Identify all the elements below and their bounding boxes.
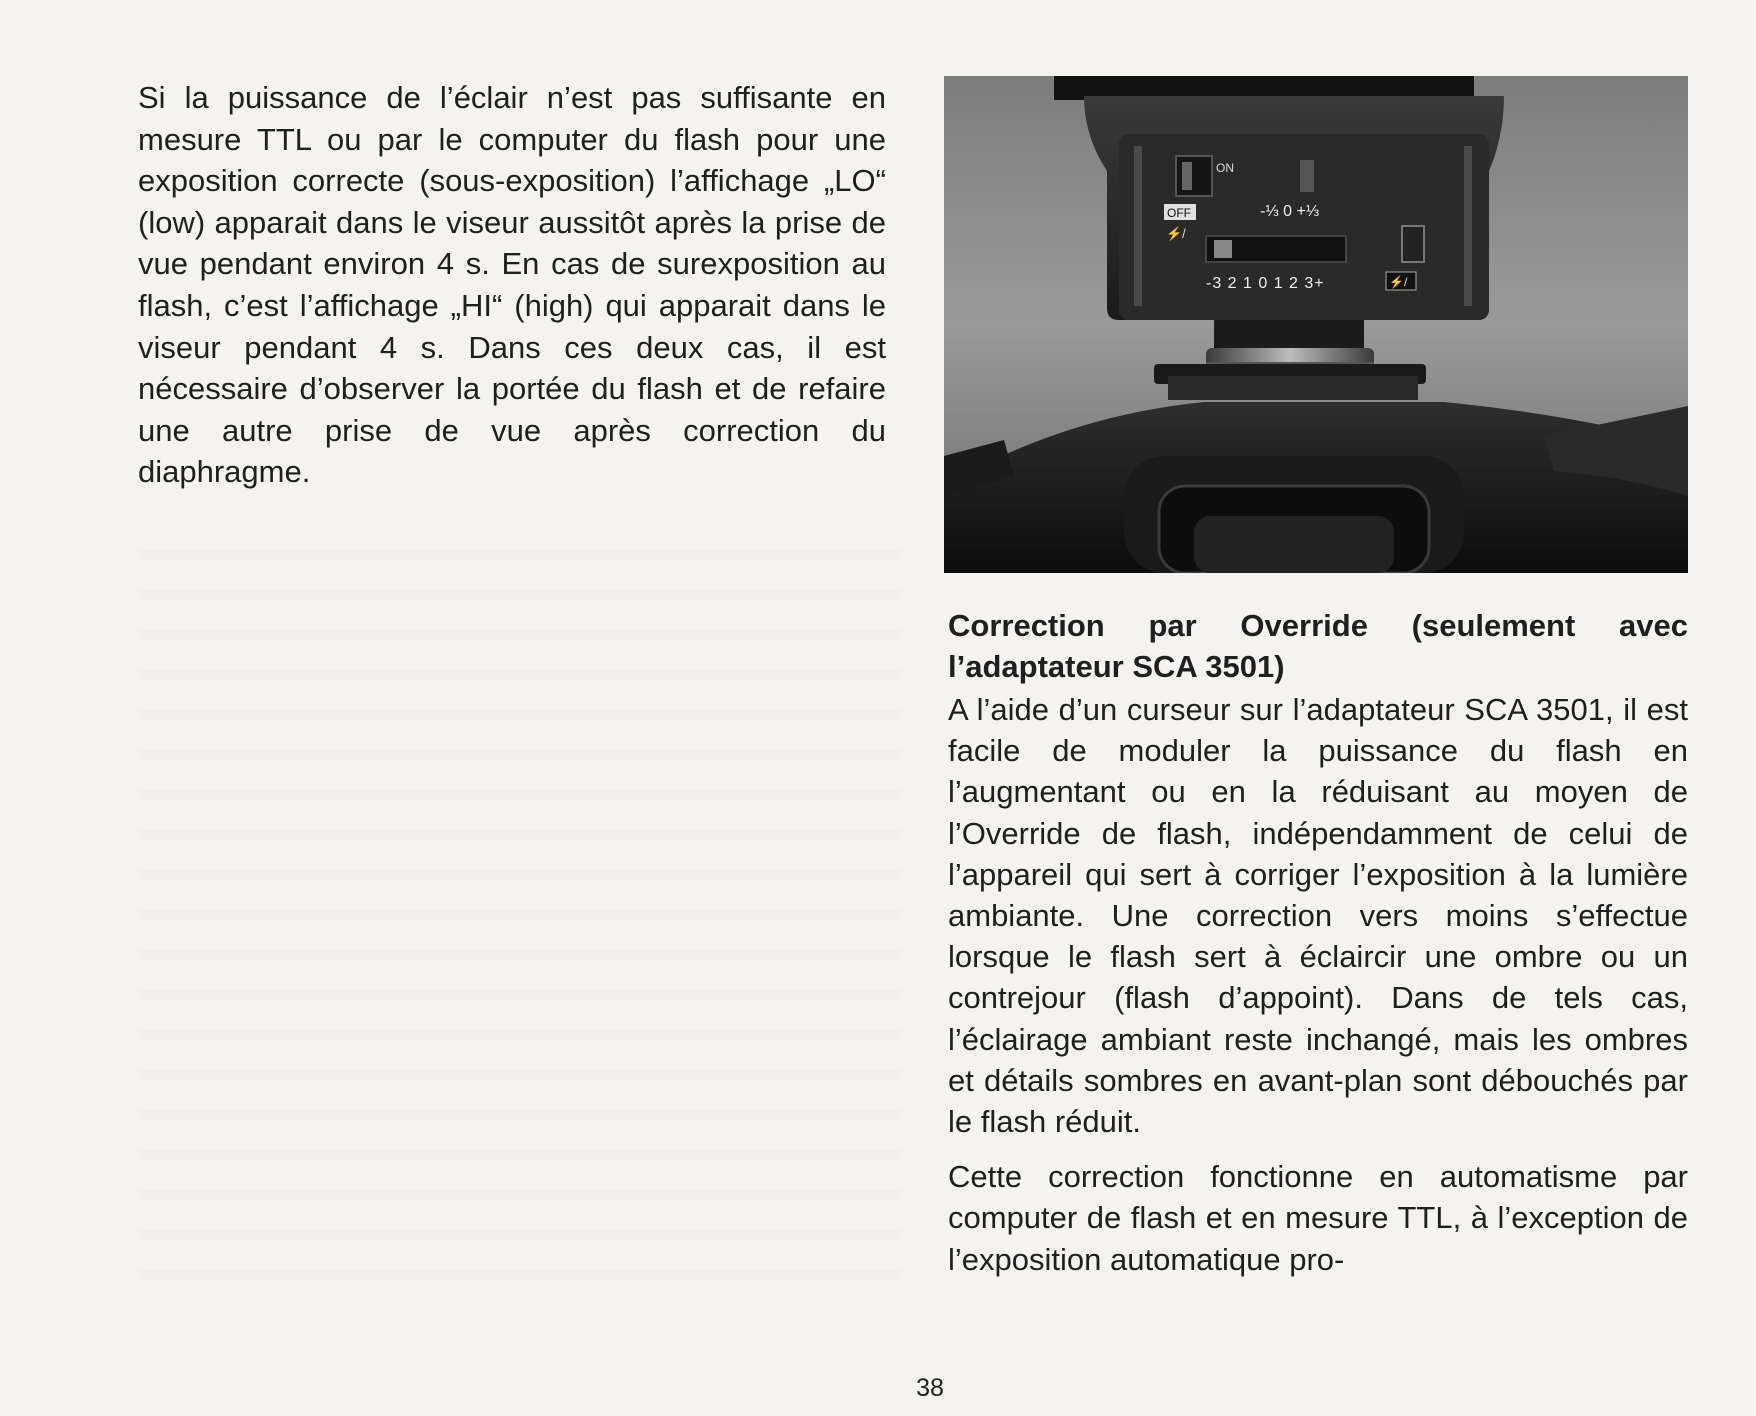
right-column xyxy=(948,605,1688,1280)
page-number: 38 xyxy=(916,1374,944,1402)
right-paragraph-2: Cette correction fonctionne en automatisme par computer de flash et en mesure TTL, à l’exception de l’exposition automatique pro- xyxy=(948,1159,1688,1277)
switch-off-label: OFF xyxy=(1167,206,1191,220)
show-through-texture xyxy=(140,520,900,1280)
right-paragraph-1: A l’aide d’un curseur sur l’adaptateur SCA 3501, il est facile de moduler la puissance du flash en l’augmentant ou en la réduisant au moyen de l’Override de flash, indépendamment de celui de l’appareil qui sert à corriger l’exposition à la lumière ambiante. Une correction vers moins s’effectue lorsque le flash sert à éclaircir une ombre ou un contrejour (flash d’appoint). Dans de tels cas, l’éclairage ambiant reste inchangé, mais les ombres et détails sombres en avant-plan sont débouchés par le flash réduit. xyxy=(948,692,1688,1140)
main-scale-label: -3 2 1 0 1 2 3+ xyxy=(1206,275,1325,292)
section-heading: Correction par Override (seulement avec l’adaptateur SCA 3501) xyxy=(948,608,1688,684)
fine-scale-label: -⅓ 0 +⅓ xyxy=(1260,203,1320,220)
adapter-photo xyxy=(944,76,1688,573)
flash-symbol-right-icon: ⚡/ xyxy=(1389,275,1408,289)
left-column xyxy=(138,77,886,493)
flash-adapter-image xyxy=(944,76,1688,573)
left-paragraph: Si la puissance de l’éclair n’est pas suffisante en mesure TTL ou par le computer du flash pour une exposition correcte (sous-exposition) l’affichage „LO“ (low) apparait dans le viseur aussitôt après la prise de vue pendant environ 4 s. En cas de surexposition au flash, c’est l’affichage „HI“ (high) qui apparait dans le viseur pendant 4 s. Dans ces deux cas, il est nécessaire d’observer la portée du flash et de refaire une autre prise de vue après correction du diaphragme. xyxy=(138,80,886,490)
flash-symbol-left-icon: ⚡/ xyxy=(1166,226,1186,241)
switch-on-label: ON xyxy=(1216,161,1234,175)
